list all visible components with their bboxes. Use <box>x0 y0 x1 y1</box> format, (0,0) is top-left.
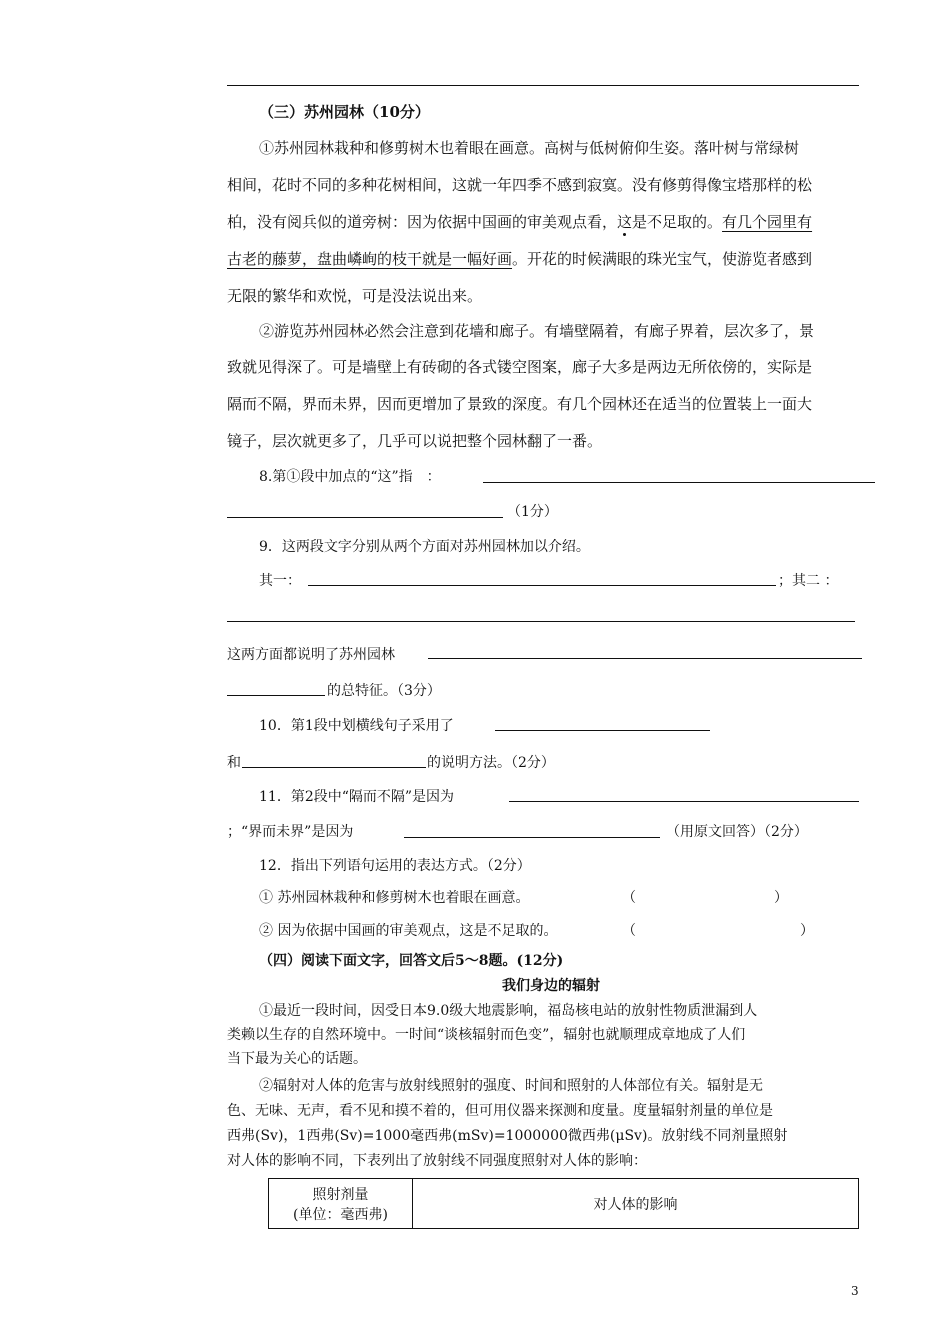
q8-answer-line-2 <box>227 517 503 518</box>
q9-tail: 的总特征。（3分） <box>327 683 441 699</box>
s3-p1-line4-b: 。开花的时候满眼的珠光宝气，使游览者感到 <box>512 250 813 268</box>
q11-line-2 <box>404 837 660 838</box>
q12-item2-open-paren: （ <box>622 923 636 939</box>
s4-p1-line1: ①最近一段时间，因受日本9.0级大地震影响，福岛核电站的放射性物质泄漏到人 <box>259 1003 758 1019</box>
q9-first-line <box>308 585 776 586</box>
page-number: 3 <box>851 1284 859 1298</box>
s4-p2-line1: ②辐射对人体的危害与放射线照射的强度、时间和照射的人体部位有关。辐射是无 <box>259 1078 763 1094</box>
q10-line-2 <box>242 767 426 768</box>
s4-p1-line3: 当下最为关心的话题。 <box>227 1051 367 1067</box>
s3-p2-line2: 致就见得深了。可是墙壁上有砖砌的各式镂空图案，廊子大多是两边无所依傍的，实际是 <box>227 358 813 376</box>
s3-p2-line4: 镜子，层次就更多了，几乎可以说把整个园林翻了一番。 <box>227 432 603 450</box>
underlined-sentence-part1: 有几个园里有 <box>722 213 813 231</box>
q10-tail: 的说明方法。（2分） <box>427 755 555 771</box>
q9-tail-line <box>227 695 325 696</box>
q12-item2-close-paren: ） <box>800 923 814 939</box>
q11-line2-a: ；“界而未界”是因为 <box>227 824 354 840</box>
s3-p1-line3-b: 是不足取的。 <box>632 213 723 231</box>
table-header-dose-line1: 照射剂量 <box>312 1186 369 1203</box>
header-rule <box>227 85 859 86</box>
q12-item1: ① 苏州园林栽种和修剪树木也着眼在画意。 <box>259 890 530 906</box>
q9-second-label: ；其二 ： <box>778 573 839 589</box>
article-title: 我们身边的辐射 <box>502 978 600 994</box>
s3-p1-line5: 无限的繁华和欢悦，可是没法说出来。 <box>227 287 483 305</box>
s4-p2-line3: 西弗(Sv)，1西弗(Sv)=1000毫西弗(mSv)=1000000微西弗(μSv)。放射线不同剂量照射 <box>227 1128 788 1144</box>
q9-second-line <box>227 621 855 622</box>
s4-p2-line4: 对人体的影响不同，下表列出了放射线不同强度照射对人体的影响： <box>227 1153 647 1169</box>
q10-and: 和 <box>227 755 241 771</box>
q12-item2: ② 因为依据中国画的审美观点，这是不足取的。 <box>259 923 558 939</box>
s3-p1-line4 <box>227 248 812 269</box>
table-header-dose-line2: (单位：毫西弗) <box>293 1206 388 1223</box>
radiation-table <box>268 1178 859 1229</box>
s3-p2-line1: ②游览苏州园林必然会注意到花墙和廊子。有墙壁隔着，有廊子界着，层次多了，景 <box>259 322 815 340</box>
q11-text: 11．第2段中“隔而不隔”是因为 <box>259 789 455 805</box>
q12-item1-close-paren: ） <box>774 890 788 906</box>
s4-p2-line2: 色、无味、无声，看不见和摸不着的，但可用仪器来探测和度量。度量辐射剂量的单位是 <box>227 1103 773 1119</box>
q9-text: 9．这两段文字分别从两个方面对苏州园林加以介绍。 <box>259 539 590 555</box>
q12-item1-open-paren: （ <box>622 890 636 906</box>
q10-text: 10．第1段中划横线句子采用了 <box>259 718 454 734</box>
q12-text: 12．指出下列语句运用的表达方式。（2分） <box>259 858 531 874</box>
section3-heading: （三）苏州园林（10分） <box>259 103 430 121</box>
s3-p1-line1: ①苏州园林栽种和修剪树木也着眼在画意。高树与低树俯仰生姿。落叶树与常绿树 <box>259 139 800 157</box>
q9-conclusion: 这两方面都说明了苏州园林 <box>227 647 395 663</box>
q11-line2-b: （用原文回答）（2分） <box>666 824 808 840</box>
s3-p1-line2: 相间，花时不同的多种花树相间，这就一年四季不感到寂寞。没有修剪得像宝塔那样的松 <box>227 176 813 194</box>
section4-heading: （四）阅读下面文字，回答文后5～8题。(12分) <box>259 953 564 969</box>
q8-score: （1分） <box>507 504 558 520</box>
q8-text: 8.第①段中加点的“这”指 ： <box>259 469 441 485</box>
q8-answer-line-1 <box>483 482 875 483</box>
q9-conclusion-line <box>428 658 862 659</box>
underlined-sentence-part2: 古老的藤萝，盘曲嶙峋的枝干就是一幅好画 <box>227 250 513 268</box>
s3-p2-line3: 隔而不隔，界而未界，因而更增加了景致的深度。有几个园林还在适当的位置装上一面大 <box>227 395 813 413</box>
s3-p1-line3 <box>227 211 812 232</box>
table-header-effect: 对人体的影响 <box>413 1179 859 1229</box>
table-header-dose <box>269 1179 413 1229</box>
s4-p1-line2: 类赖以生存的自然环境中。一时间“谈核辐射而色变”，辐射也就顺理成章地成了人们 <box>227 1027 746 1043</box>
q11-line-1 <box>509 801 859 802</box>
q10-line-1 <box>495 730 710 731</box>
dotted-char-zhe: 这 <box>617 213 633 231</box>
q9-first-label: 其一： <box>259 573 301 589</box>
table-row <box>269 1179 859 1229</box>
s3-p1-line3-a: 柏，没有阅兵似的道旁树：因为依据中国画的审美观点看， <box>227 213 618 231</box>
